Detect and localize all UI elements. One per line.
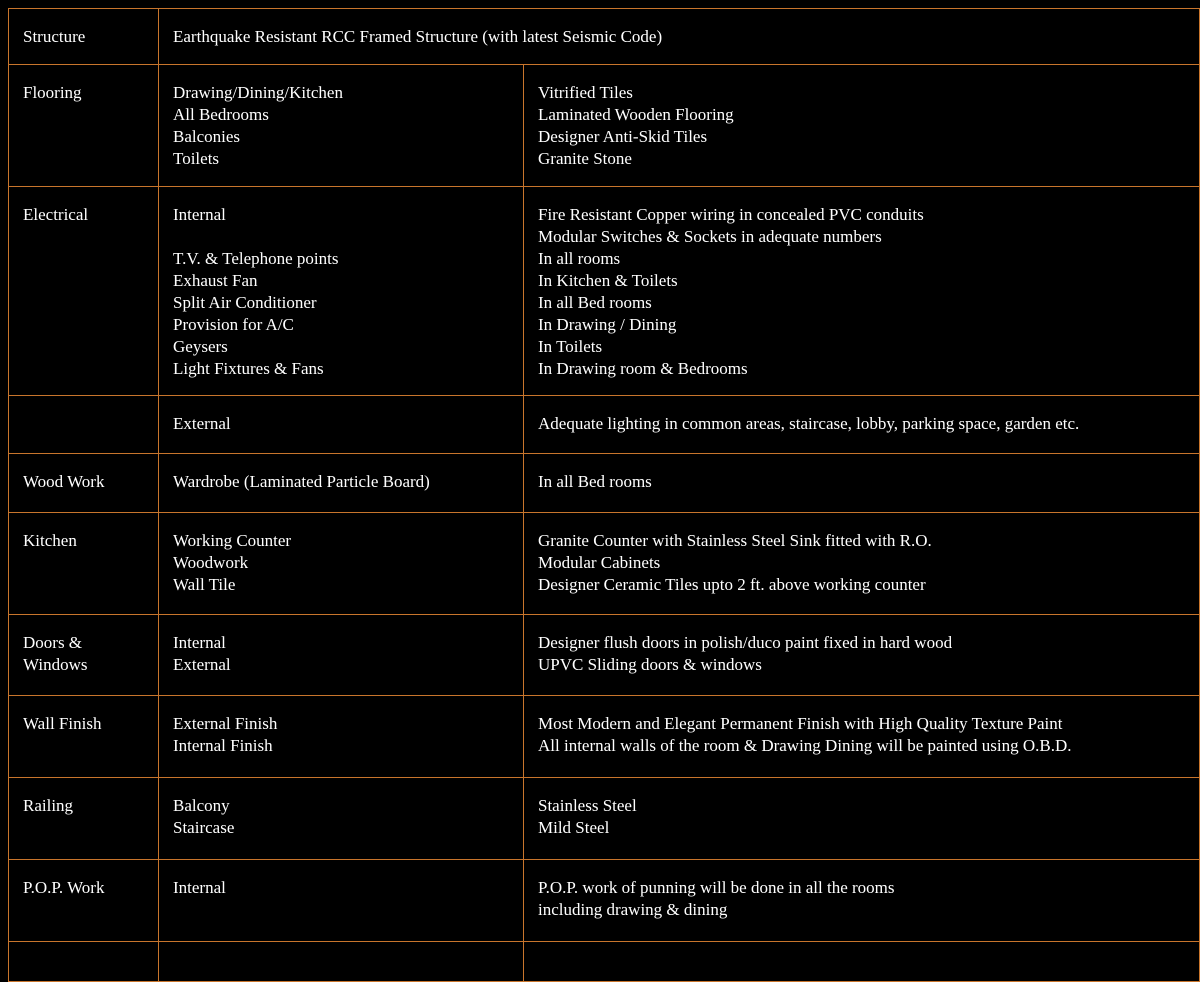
row-label: P.O.P. Work [9, 860, 159, 942]
row-span-value: Earthquake Resistant RCC Framed Structure (with latest Seismic Code) [159, 9, 1200, 65]
item: Light Fixtures & Fans [173, 359, 324, 378]
item: Provision for A/C [173, 315, 294, 334]
row-details [524, 454, 1200, 513]
item: Internal Finish [173, 736, 273, 755]
row-details [524, 615, 1200, 696]
row-label: Wood Work [9, 454, 159, 513]
detail: Granite Stone [538, 149, 632, 168]
table-row-pop-work [9, 860, 1200, 942]
row-details [524, 65, 1200, 187]
detail: In Drawing room & Bedrooms [538, 359, 748, 378]
item: Wall Tile [173, 575, 236, 594]
row-label: Structure [9, 9, 159, 65]
detail: In all Bed rooms [538, 472, 652, 491]
detail: Modular Switches & Sockets in adequate numbers [538, 227, 882, 246]
table-row-doors-windows [9, 615, 1200, 696]
detail: including drawing & dining [538, 900, 728, 919]
item: External Finish [173, 714, 278, 733]
row-items [159, 513, 524, 615]
row-items [159, 615, 524, 696]
row-items-empty [159, 942, 524, 982]
table-row-structure [9, 9, 1200, 65]
row-items [159, 65, 524, 187]
detail: Designer Ceramic Tiles upto 2 ft. above working counter [538, 575, 926, 594]
table-row-electrical-external [9, 396, 1200, 454]
detail: Fire Resistant Copper wiring in concealed PVC conduits [538, 205, 924, 224]
specifications-table [8, 8, 1200, 982]
row-details [524, 860, 1200, 942]
item: Toilets [173, 149, 220, 168]
item: Exhaust Fan [173, 271, 258, 290]
table-row-kitchen [9, 513, 1200, 615]
table-row-railing [9, 778, 1200, 860]
item: All Bedrooms [173, 105, 269, 124]
item: Split Air Conditioner [173, 293, 317, 312]
detail: Mild Steel [538, 818, 610, 837]
row-details [524, 513, 1200, 615]
detail: Laminated Wooden Flooring [538, 105, 734, 124]
item: Staircase [173, 818, 235, 837]
row-label [9, 396, 159, 454]
row-items [159, 778, 524, 860]
row-details-empty [524, 942, 1200, 982]
table-row-electrical [9, 187, 1200, 396]
item: Balconies [173, 127, 241, 146]
item: Internal [173, 878, 226, 897]
row-details [524, 778, 1200, 860]
row-label: Doors & Windows [9, 615, 159, 696]
detail: Vitrified Tiles [538, 83, 633, 102]
spacer [173, 226, 509, 248]
item: Geysers [173, 337, 228, 356]
detail: In Kitchen & Toilets [538, 271, 678, 290]
item: Internal [173, 205, 226, 224]
detail: P.O.P. work of punning will be done in all the rooms [538, 878, 895, 897]
detail: Granite Counter with Stainless Steel Sink fitted with R.O. [538, 531, 932, 550]
detail: In all rooms [538, 249, 621, 268]
row-details [524, 696, 1200, 778]
detail: In Toilets [538, 337, 603, 356]
row-label-empty [9, 942, 159, 982]
detail: Adequate lighting in common areas, staircase, lobby, parking space, garden etc. [538, 414, 1080, 433]
item: Balcony [173, 796, 230, 815]
item: External [173, 414, 231, 433]
table-row-wood-work [9, 454, 1200, 513]
detail: Most Modern and Elegant Permanent Finish with High Quality Texture Paint [538, 714, 1063, 733]
row-items [159, 860, 524, 942]
row-items [159, 396, 524, 454]
row-items [159, 454, 524, 513]
detail: Designer Anti-Skid Tiles [538, 127, 708, 146]
item: Internal [173, 633, 226, 652]
item: Wardrobe (Laminated Particle Board) [173, 472, 430, 491]
detail: Stainless Steel [538, 796, 637, 815]
row-label: Kitchen [9, 513, 159, 615]
detail: In Drawing / Dining [538, 315, 677, 334]
item: External [173, 655, 231, 674]
row-items [159, 696, 524, 778]
table-row-wall-finish [9, 696, 1200, 778]
table-row-flooring [9, 65, 1200, 187]
item: T.V. & Telephone points [173, 249, 339, 268]
detail: All internal walls of the room & Drawing Dining will be painted using O.B.D. [538, 736, 1072, 755]
item: Working Counter [173, 531, 292, 550]
detail: Modular Cabinets [538, 553, 661, 572]
row-details [524, 187, 1200, 396]
row-details [524, 396, 1200, 454]
row-label: Railing [9, 778, 159, 860]
row-label: Flooring [9, 65, 159, 187]
detail: UPVC Sliding doors & windows [538, 655, 762, 674]
detail: In all Bed rooms [538, 293, 652, 312]
row-label: Electrical [9, 187, 159, 396]
row-items [159, 187, 524, 396]
table-row-partial [9, 942, 1200, 982]
detail: Designer flush doors in polish/duco paint fixed in hard wood [538, 633, 953, 652]
item: Woodwork [173, 553, 249, 572]
row-label: Wall Finish [9, 696, 159, 778]
item: Drawing/Dining/Kitchen [173, 83, 343, 102]
